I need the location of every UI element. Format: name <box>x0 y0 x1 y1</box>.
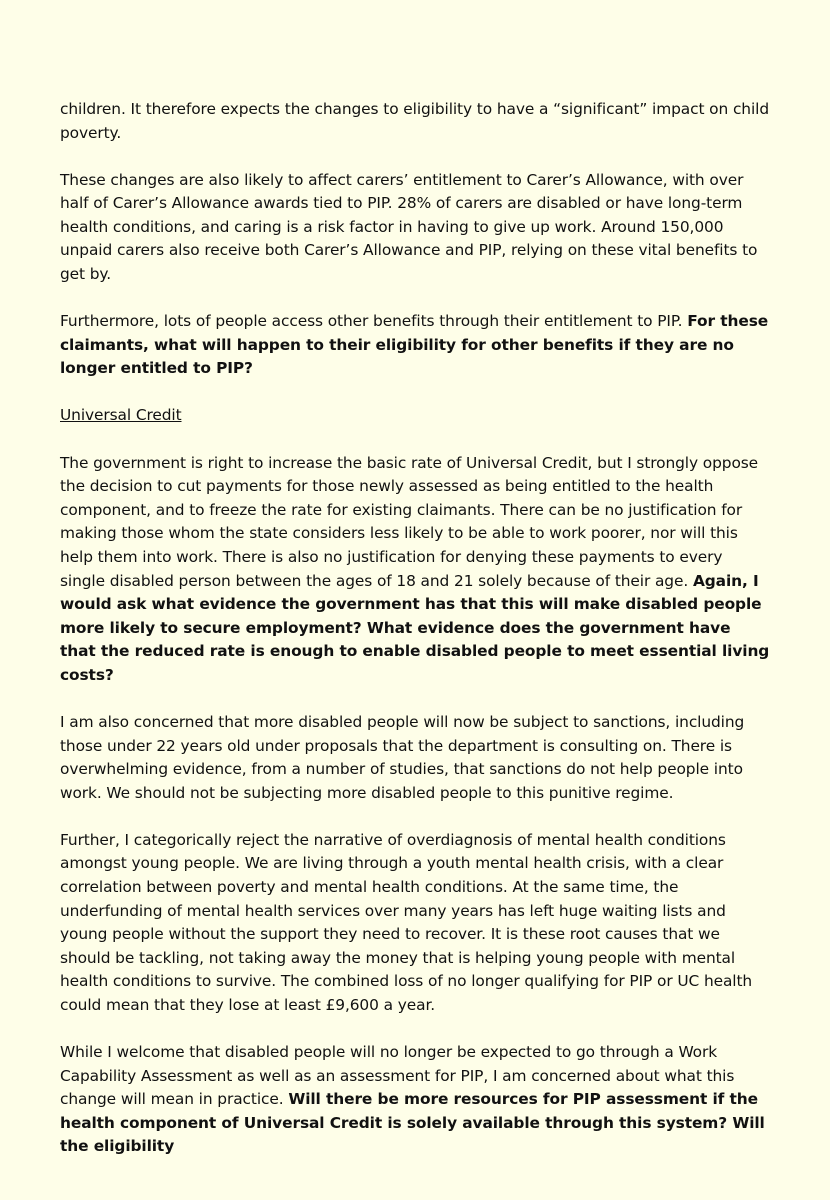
paragraph-work-capability <box>60 1041 770 1159</box>
paragraph-other-benefits <box>60 310 770 381</box>
question-bold-text: For these claimants, what will happen to their eligibility for other benefits if they are no longer entitled to PIP? <box>60 312 769 378</box>
paragraph-text: Furthermore, lots of people access other benefits through their entitlement to PIP. <box>60 312 688 331</box>
question-bold-text: Again, I would ask what evidence the government has that this will make disabled people more likely to secure employment? What evidence does the government have that the reduced rate is enough to enable disabled people to meet essential living costs? <box>60 571 770 684</box>
paragraph-universal-credit-rate <box>60 452 770 688</box>
paragraph-carers-allowance: These changes are also likely to affect carers’ entitlement to Carer’s Allowance, with over half of Carer’s Allowance awards tied to PIP. 28% of carers are disabled or have long-term health conditions, and caring is a risk factor in having to give up work. Around 150,000 unpaid carers also receive both Carer’s Allowance and PIP, relying on these vital benefits to get by. <box>60 170 758 284</box>
paragraph-text: While I welcome that disabled people will no longer be expected to go through a Work Capability Assessment as well as an assessment for PIP, I am concerned about what this change will mean in practice. <box>60 1043 735 1109</box>
paragraph-text: The government is right to increase the basic rate of Universal Credit, but I strongly oppose the decision to cut payments for those newly assessed as being entitled to the health component, and to freeze the rate for existing claimants. There can be no justification for making those whom the state considers less likely to be able to work poorer, nor will this help them into work. There is also no justification for denying these payments to every single disabled person between the ages of 18 and 21 solely because of their age. <box>60 453 759 590</box>
section-heading-universal-credit: Universal Credit <box>60 406 182 425</box>
question-bold-text: Will there be more resources for PIP assessment if the health component of Universal Credit is solely available through this system? Will the eligibility <box>60 1090 765 1156</box>
paragraph-sanctions: I am also concerned that more disabled people will now be subject to sanctions, including those under 22 years old under proposals that the department is consulting on. There is overwhelming evidence, from a number of studies, that sanctions do not help people into work. We should not be subjecting more disabled people to this punitive regime. <box>60 712 745 802</box>
paragraph-mental-health: Further, I categorically reject the narrative of overdiagnosis of mental health conditions amongst young people. We are living through a youth mental health crisis, with a clear correlation between poverty and mental health conditions. At the same time, the underfunding of mental health services over many years has left huge waiting lists and young people without the support they need to recover. It is these root causes that we should be tackling, not taking away the money that is helping young people with mental health conditions to survive. The combined loss of no longer qualifying for PIP or UC health could mean that they lose at least £9,600 a year. <box>60 830 753 1014</box>
paragraph-child-poverty: children. It therefore expects the changes to eligibility to have a “significant” impact on child poverty. <box>60 100 769 142</box>
